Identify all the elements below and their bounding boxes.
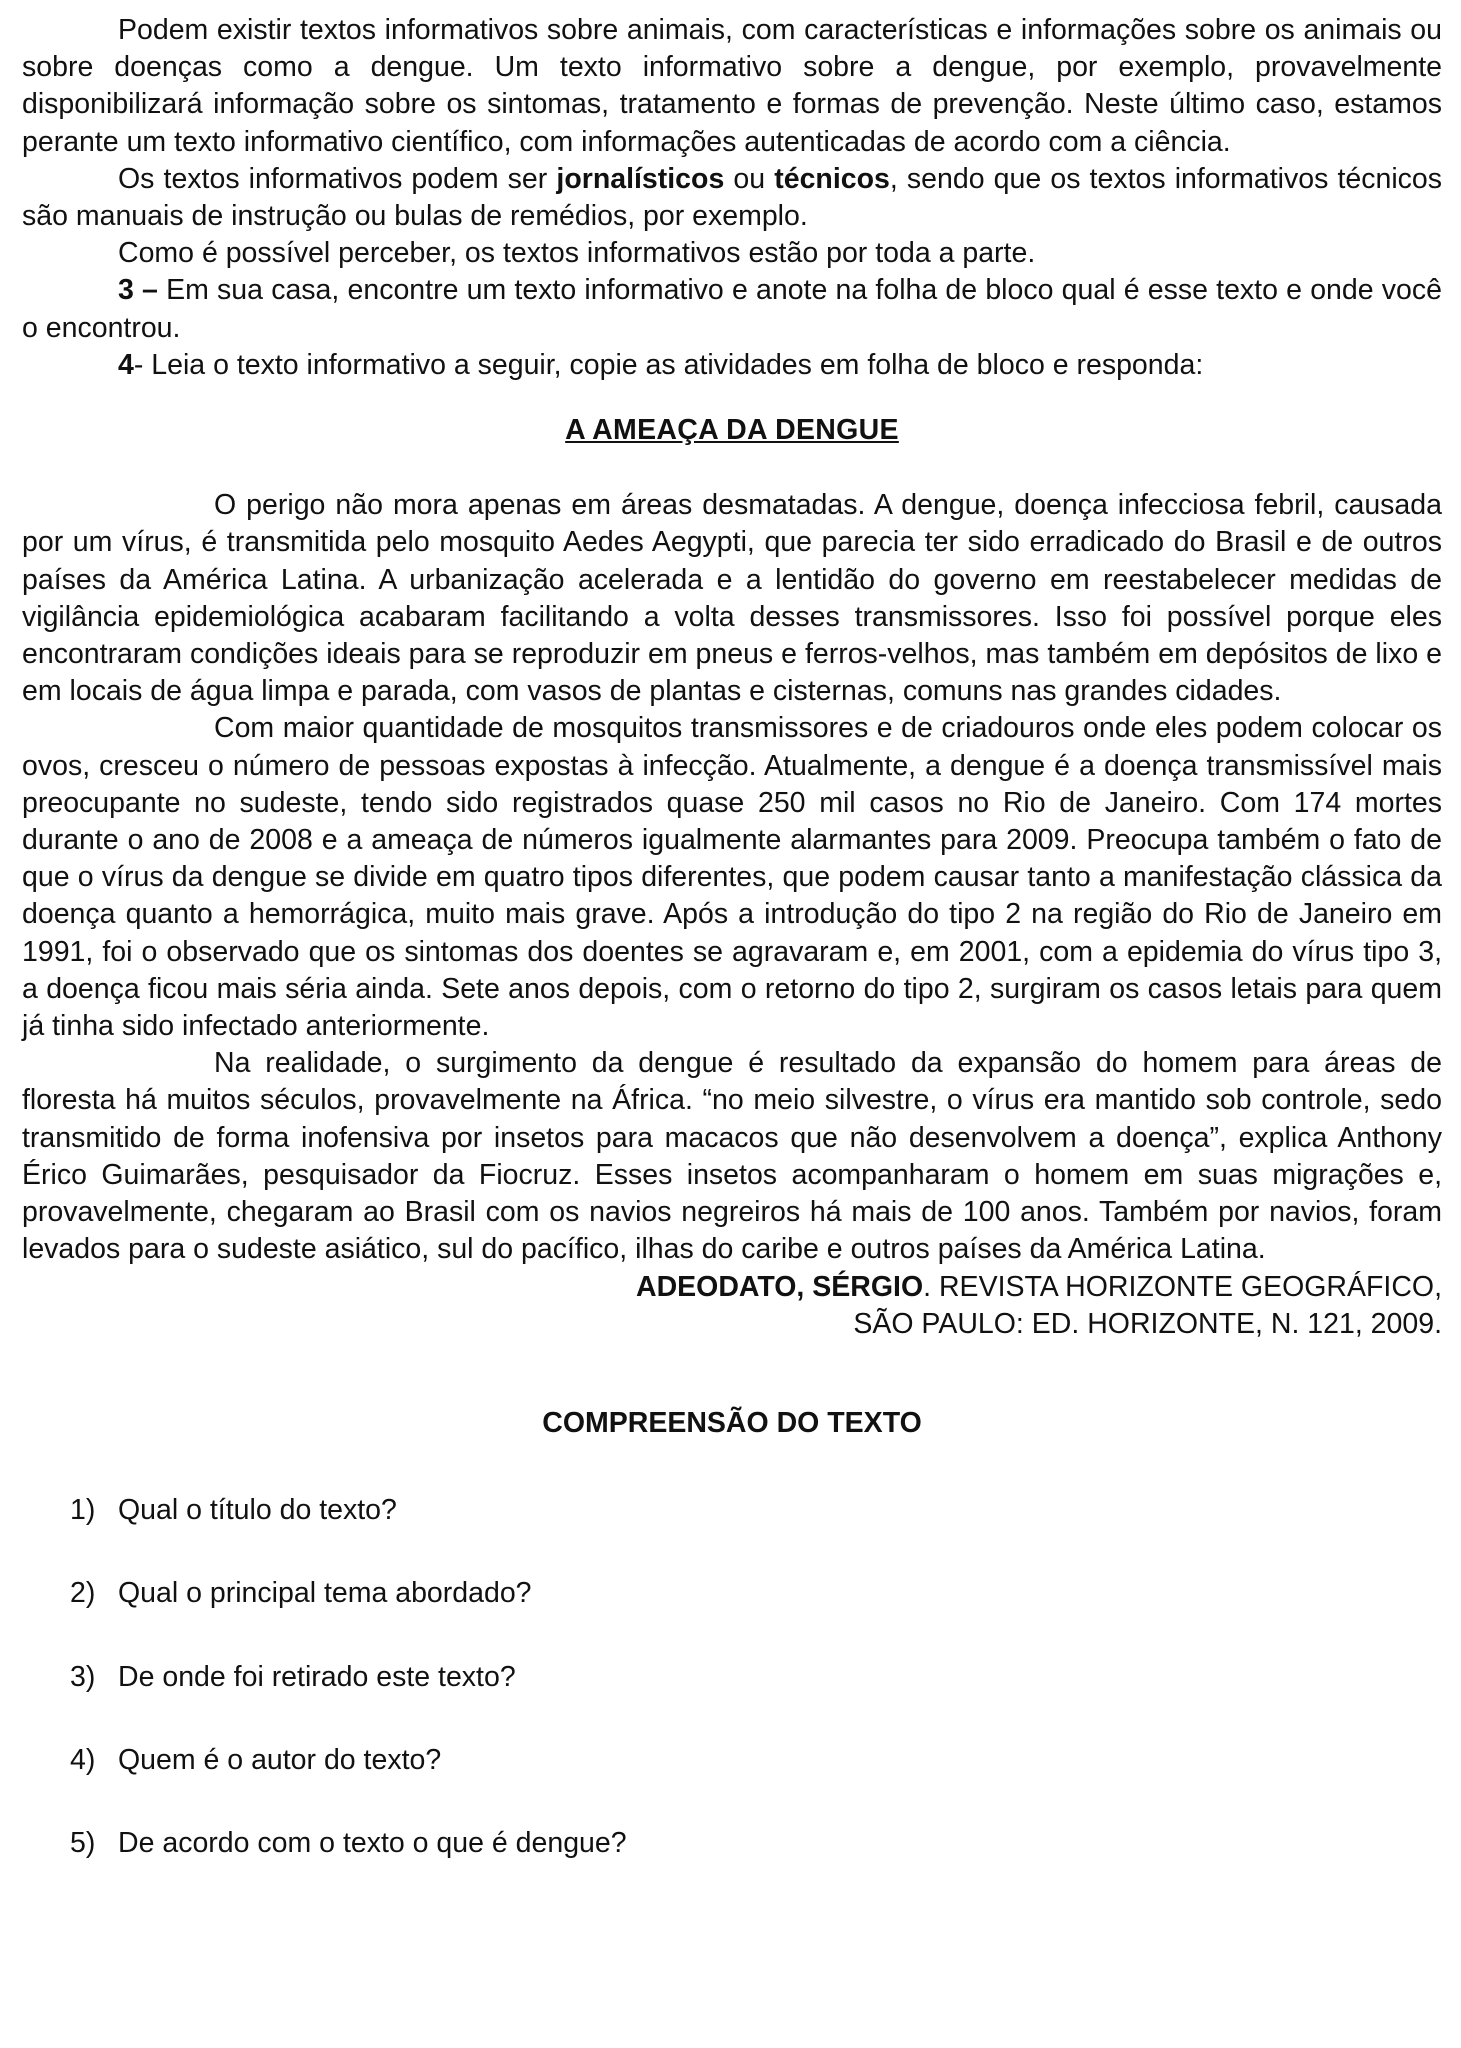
source-publication: . REVISTA HORIZONTE GEOGRÁFICO, (923, 1270, 1442, 1303)
text-segment: Os textos informativos podem ser (118, 162, 557, 195)
question-number: 5) (70, 1826, 96, 1859)
question-text: Quem é o autor do texto? (118, 1743, 442, 1776)
article-source-line-2: SÃO PAULO: ED. HORIZONTE, N. 121, 2009. (853, 1307, 1442, 1340)
document-page (22, 12, 1442, 1908)
question-text: De acordo com o texto o que é dengue? (118, 1826, 627, 1859)
comprehension-title: COMPREENSÃO DO TEXTO (542, 1406, 922, 1439)
text-segment: ou (724, 162, 775, 195)
activity-3 (22, 272, 1442, 346)
text-segment: , sendo que os textos informativos técnicos são manuais de instrução ou bulas de remédios, por exemplo. (22, 162, 1443, 233)
article-paragraph-3: Na realidade, o surgimento da dengue é resultado da expansão do homem para áreas de floresta há muitos séculos, provavelmente na África. “no meio silvestre, o vírus era mantido sob controle, sedo transmitido de forma inofensiva por insetos para macacos que não desenvolvem a doença”, explica Anthony Érico Guimarães, pesquisador da Fiocruz. Esses insetos acompanharam o homem em suas migrações e, provavelmente, chegaram ao Brasil com os navios negreiros há mais de 100 anos. Também por navios, foram levados para o sudeste asiático, sul do pacífico, ilhas do caribe e outros países da América Latina. (22, 1047, 1442, 1266)
activity-text: Em sua casa, encontre um texto informativo e anote na folha de bloco qual é esse texto e onde você o encontrou. (22, 274, 1442, 344)
question-text: Qual o principal tema abordado? (118, 1577, 532, 1610)
question-list (22, 1492, 1442, 1862)
question-item (70, 1742, 1442, 1779)
intro-paragraph-3: Como é possível perceber, os textos informativos estão por toda a parte. (118, 237, 1036, 270)
article-paragraph-2: Com maior quantidade de mosquitos transmissores e de criadouros onde eles podem colocar os ovos, cresceu o número de pessoas expostas à infecção. Atualmente, a dengue é a doença transmissível mais preocupante no sudeste, tendo sido registrados quase 250 mil casos no Rio de Janeiro. Com 174 mortes durante o ano de 2008 e a ameaça de números igualmente alarmantes para 2009. Preocupa também o fato de que o vírus da dengue se divide em quatro tipos diferentes, que podem causar tanto a manifestação clássica da doença quanto a hemorrágica, muito mais grave. Após a introdução do tipo 2 na região do Rio de Janeiro em 1991, foi o observado que os sintomas dos doentes se agravaram e, em 2001, com a epidemia do vírus tipo 3, a doença ficou mais séria ainda. Sete anos depois, com o retorno do tipo 2, surgiram os casos letais para quem já tinha sido infectado anteriormente. (22, 712, 1442, 1043)
source-author: ADEODATO, SÉRGIO (635, 1270, 924, 1303)
activity-4 (22, 347, 1442, 384)
question-item (70, 1492, 1442, 1529)
question-number: 1) (70, 1494, 96, 1527)
article-source-line-1 (22, 1269, 1442, 1306)
question-item (70, 1659, 1442, 1696)
article-title: A AMEAÇA DA DENGUE (565, 414, 899, 447)
question-text: De onde foi retirado este texto? (118, 1660, 516, 1693)
question-number: 2) (70, 1577, 96, 1610)
bold-term-technical: técnicos (774, 162, 890, 195)
activity-number: 4 (118, 348, 134, 381)
question-number: 3) (70, 1660, 96, 1693)
question-item (70, 1825, 1442, 1862)
intro-paragraph-1: Podem existir textos informativos sobre animais, com características e informações sobre os animais ou sobre doenças como a dengue. Um texto informativo sobre a dengue, por exemplo, provavelmente disponibilizará informação sobre os sintomas, tratamento e formas de prevenção. Neste último caso, estamos perante um texto informativo científico, com informações autenticadas de acordo com a ciência. (22, 14, 1442, 158)
activity-text: - Leia o texto informativo a seguir, copie as atividades em folha de bloco e responda: (133, 348, 1204, 381)
question-item (70, 1575, 1442, 1612)
activity-number: 3 – (118, 274, 158, 307)
article-paragraph-1: O perigo não mora apenas em áreas desmatadas. A dengue, doença infecciosa febril, causada por um vírus, é transmitida pelo mosquito Aedes Aegypti, que parecia ter sido erradicado do Brasil e de outros países da América Latina. A urbanização acelerada e a lentidão do governo em reestabelecer medidas de vigilância epidemiológica acabaram facilitando a volta desses transmissores. Isso foi possível porque eles encontraram condições ideais para se reproduzir em pneus e ferros-velhos, mas também em depósitos de lixo e em locais de água limpa e parada, com vasos de plantas e cisternas, comuns nas grandes cidades. (22, 489, 1442, 708)
question-text: Qual o título do texto? (118, 1494, 397, 1527)
bold-term-journalistic: jornalísticos (556, 162, 725, 195)
question-number: 4) (70, 1743, 96, 1776)
intro-paragraph-2 (22, 161, 1442, 235)
